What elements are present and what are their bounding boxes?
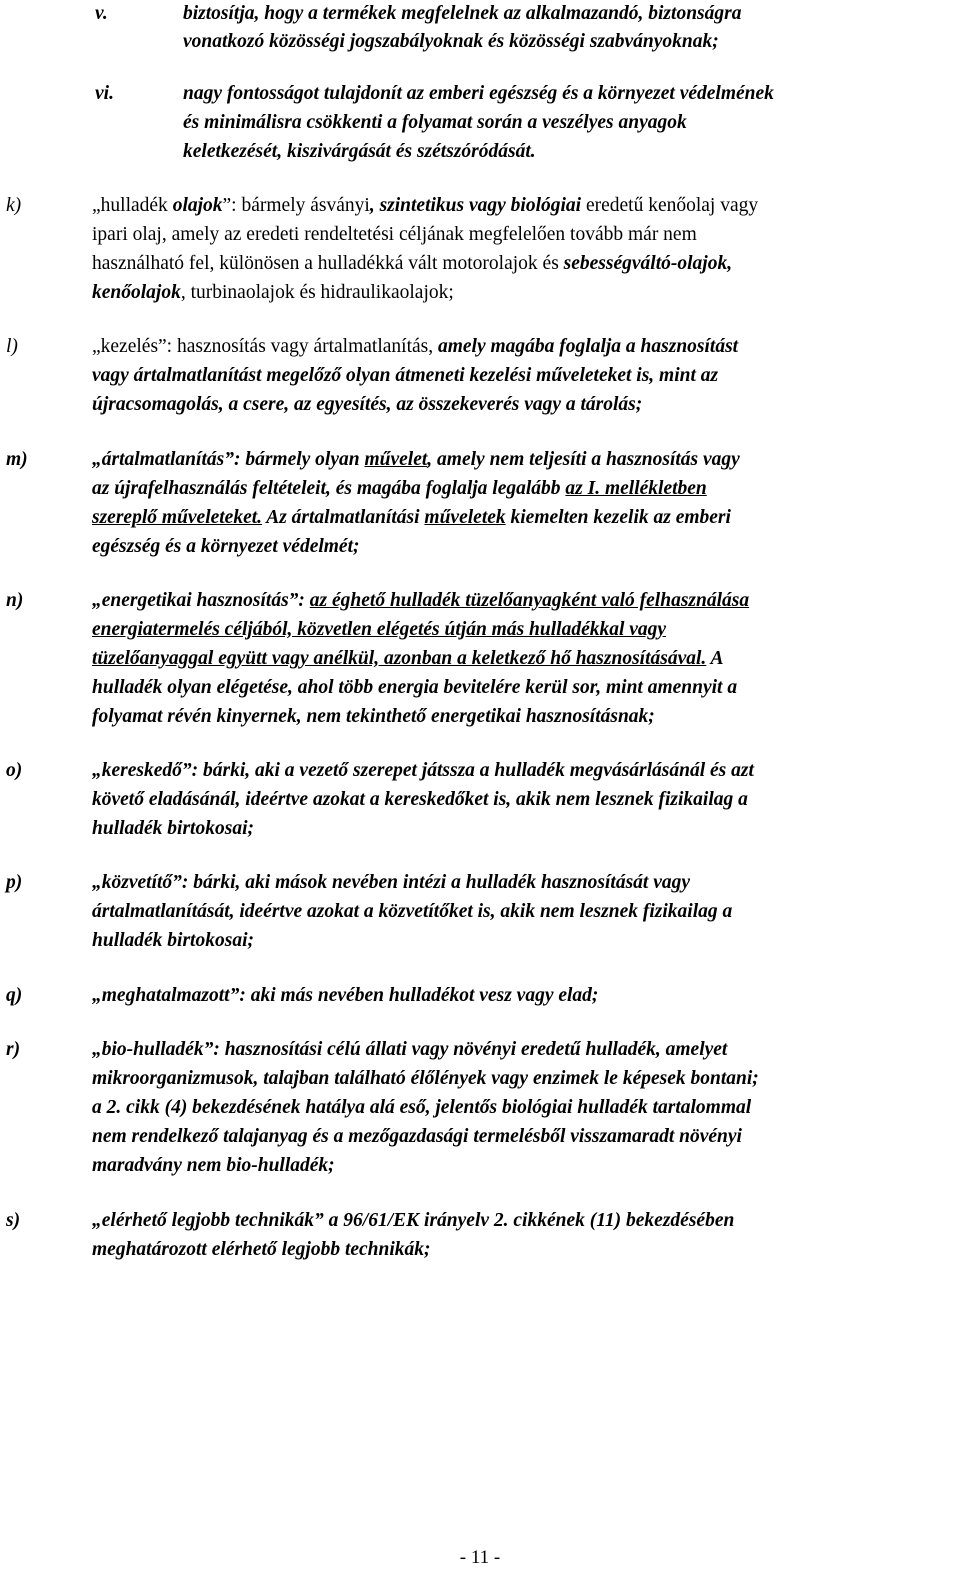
text-span: az újrafelhasználás feltételeit, és magába foglalja legalább xyxy=(92,478,566,499)
text-line: és minimálisra csökkenti a folyamat során a veszélyes anyagok xyxy=(183,112,687,133)
text-line: nagy fontosságot tulajdonít az emberi egészség és a környezet védelmének xyxy=(183,83,774,104)
text-line xyxy=(92,250,732,278)
item-marker: k) xyxy=(6,195,22,216)
item-marker: l) xyxy=(6,336,18,357)
text-line: vagy ártalmatlanítást megelőző olyan átmeneti kezelési műveleteket is, mint az xyxy=(92,365,719,386)
text-line xyxy=(92,279,454,307)
text-line: „elérhető legjobb technikák” a 96/61/EK irányelv 2. cikkének (11) bekezdésében xyxy=(92,1210,735,1231)
text-line: nem rendelkező talajanyag és a mezőgazdasági termelésből visszamaradt növényi xyxy=(92,1126,742,1147)
text-line: folyamat révén kinyernek, nem tekinthető energetikai hasznosításnak; xyxy=(92,706,655,727)
page-number: - 11 - xyxy=(459,1547,501,1568)
text-line: újracsomagolás, a csere, az egyesítés, az összekeverés vagy a tárolás; xyxy=(92,394,643,415)
text-span: kenőolajok xyxy=(92,282,181,303)
text-span: amely magába foglalja a hasznosítást xyxy=(437,336,739,357)
text-span: „hulladék xyxy=(92,195,173,216)
text-span: A xyxy=(706,648,724,669)
text-line: keletkezését, kiszivárgását és szétszóródását. xyxy=(183,141,536,162)
text-span: az I. mellékletben xyxy=(565,478,707,499)
text-line xyxy=(92,475,707,503)
text-span: sebességváltó-olajok, xyxy=(563,253,733,274)
text-line: hulladék birtokosai; xyxy=(92,818,254,839)
text-line: meghatározott elérhető legjobb technikák; xyxy=(92,1239,431,1260)
text-line: ipari olaj, amely az eredeti rendeltetési céljának megfelelően tovább már nem xyxy=(92,224,697,245)
text-line xyxy=(92,504,731,532)
item-marker: o) xyxy=(6,760,23,781)
text-line: biztosítja, hogy a termékek megfelelnek az alkalmazandó, biztonságra xyxy=(183,3,742,24)
item-marker: m) xyxy=(6,449,28,470)
item-marker: s) xyxy=(6,1210,21,1231)
text-line: „kereskedő”: bárki, aki a vezető szerepet játssza a hulladék megvásárlásánál és azt xyxy=(92,760,754,781)
text-span: olajok xyxy=(172,195,223,216)
text-span: „ártalmatlanítás”: bármely olyan xyxy=(92,449,365,470)
text-line: „közvetítő”: bárki, aki mások nevében intézi a hulladék hasznosítását vagy xyxy=(92,872,691,893)
text-line xyxy=(92,192,758,220)
text-span: műveletek xyxy=(424,507,506,528)
text-line: energiatermelés céljából, közvetlen elégetés útján más hulladékkal vagy xyxy=(92,619,667,640)
text-span: „kezelés”: hasznosítás vagy ártalmatlanítás, xyxy=(92,336,438,357)
text-line: hulladék birtokosai; xyxy=(92,930,254,951)
item-marker: r) xyxy=(6,1039,21,1060)
item-marker: vi. xyxy=(95,83,114,104)
item-marker: q) xyxy=(6,985,23,1006)
text-line xyxy=(92,587,749,615)
text-span: ”: bármely ásványi xyxy=(222,195,370,216)
text-span: használható fel, különösen a hulladékká vált motorolajok és xyxy=(92,253,564,274)
text-span: szereplő műveleteket. xyxy=(92,507,263,528)
text-span: eredetű kenőolaj vagy xyxy=(581,195,759,216)
text-line: egészség és a környezet védelmét; xyxy=(92,536,360,557)
text-line: a 2. cikk (4) bekezdésének hatálya alá eső, jelentős biológiai hulladék tartalommal xyxy=(92,1097,752,1118)
text-line: „meghatalmazott”: aki más nevében hulladékot vesz vagy elad; xyxy=(92,985,599,1006)
text-line xyxy=(92,333,738,361)
text-line: ártalmatlanítását, ideértve azokat a közvetítőket is, akik nem lesznek fizikailag a xyxy=(92,901,733,922)
text-line: „bio-hulladék”: hasznosítási célú állati vagy növényi eredetű hulladék, amelyet xyxy=(92,1039,728,1060)
text-line: mikroorganizmusok, talajban található élőlények vagy enzimek le képesek bontani; xyxy=(92,1068,759,1089)
text-span: az éghető hulladék tüzelőanyagként való felhasználása xyxy=(309,590,750,611)
text-span: tüzelőanyaggal együtt vagy anélkül, azonban a keletkező hő hasznosításával. xyxy=(92,648,707,669)
text-span: , amely nem teljesíti a hasznosítás vagy xyxy=(427,449,740,470)
text-span: művelet xyxy=(364,449,428,470)
text-span: , szintetikus vagy biológiai xyxy=(369,195,582,216)
text-span: , turbinaolajok és hidraulikaolajok; xyxy=(180,282,454,303)
item-marker: p) xyxy=(6,872,23,893)
text-span: Az ártalmatlanítási xyxy=(262,507,425,528)
text-line: követő eladásánál, ideértve azokat a kereskedőket is, akik nem lesznek fizikailag a xyxy=(92,789,748,810)
text-line: hulladék olyan elégetése, ahol több energia bevitelére kerül sor, mint amennyit a xyxy=(92,677,738,698)
item-marker: v. xyxy=(95,3,108,24)
text-span: „energetikai hasznosítás”: xyxy=(92,590,310,611)
text-line xyxy=(92,446,740,474)
text-line xyxy=(92,645,723,673)
text-span: kiemelten kezelik az emberi xyxy=(505,507,731,528)
text-line: maradvány nem bio-hulladék; xyxy=(92,1155,335,1176)
text-line: vonatkozó közösségi jogszabályoknak és közösségi szabványoknak; xyxy=(183,31,719,52)
item-marker: n) xyxy=(6,590,24,611)
